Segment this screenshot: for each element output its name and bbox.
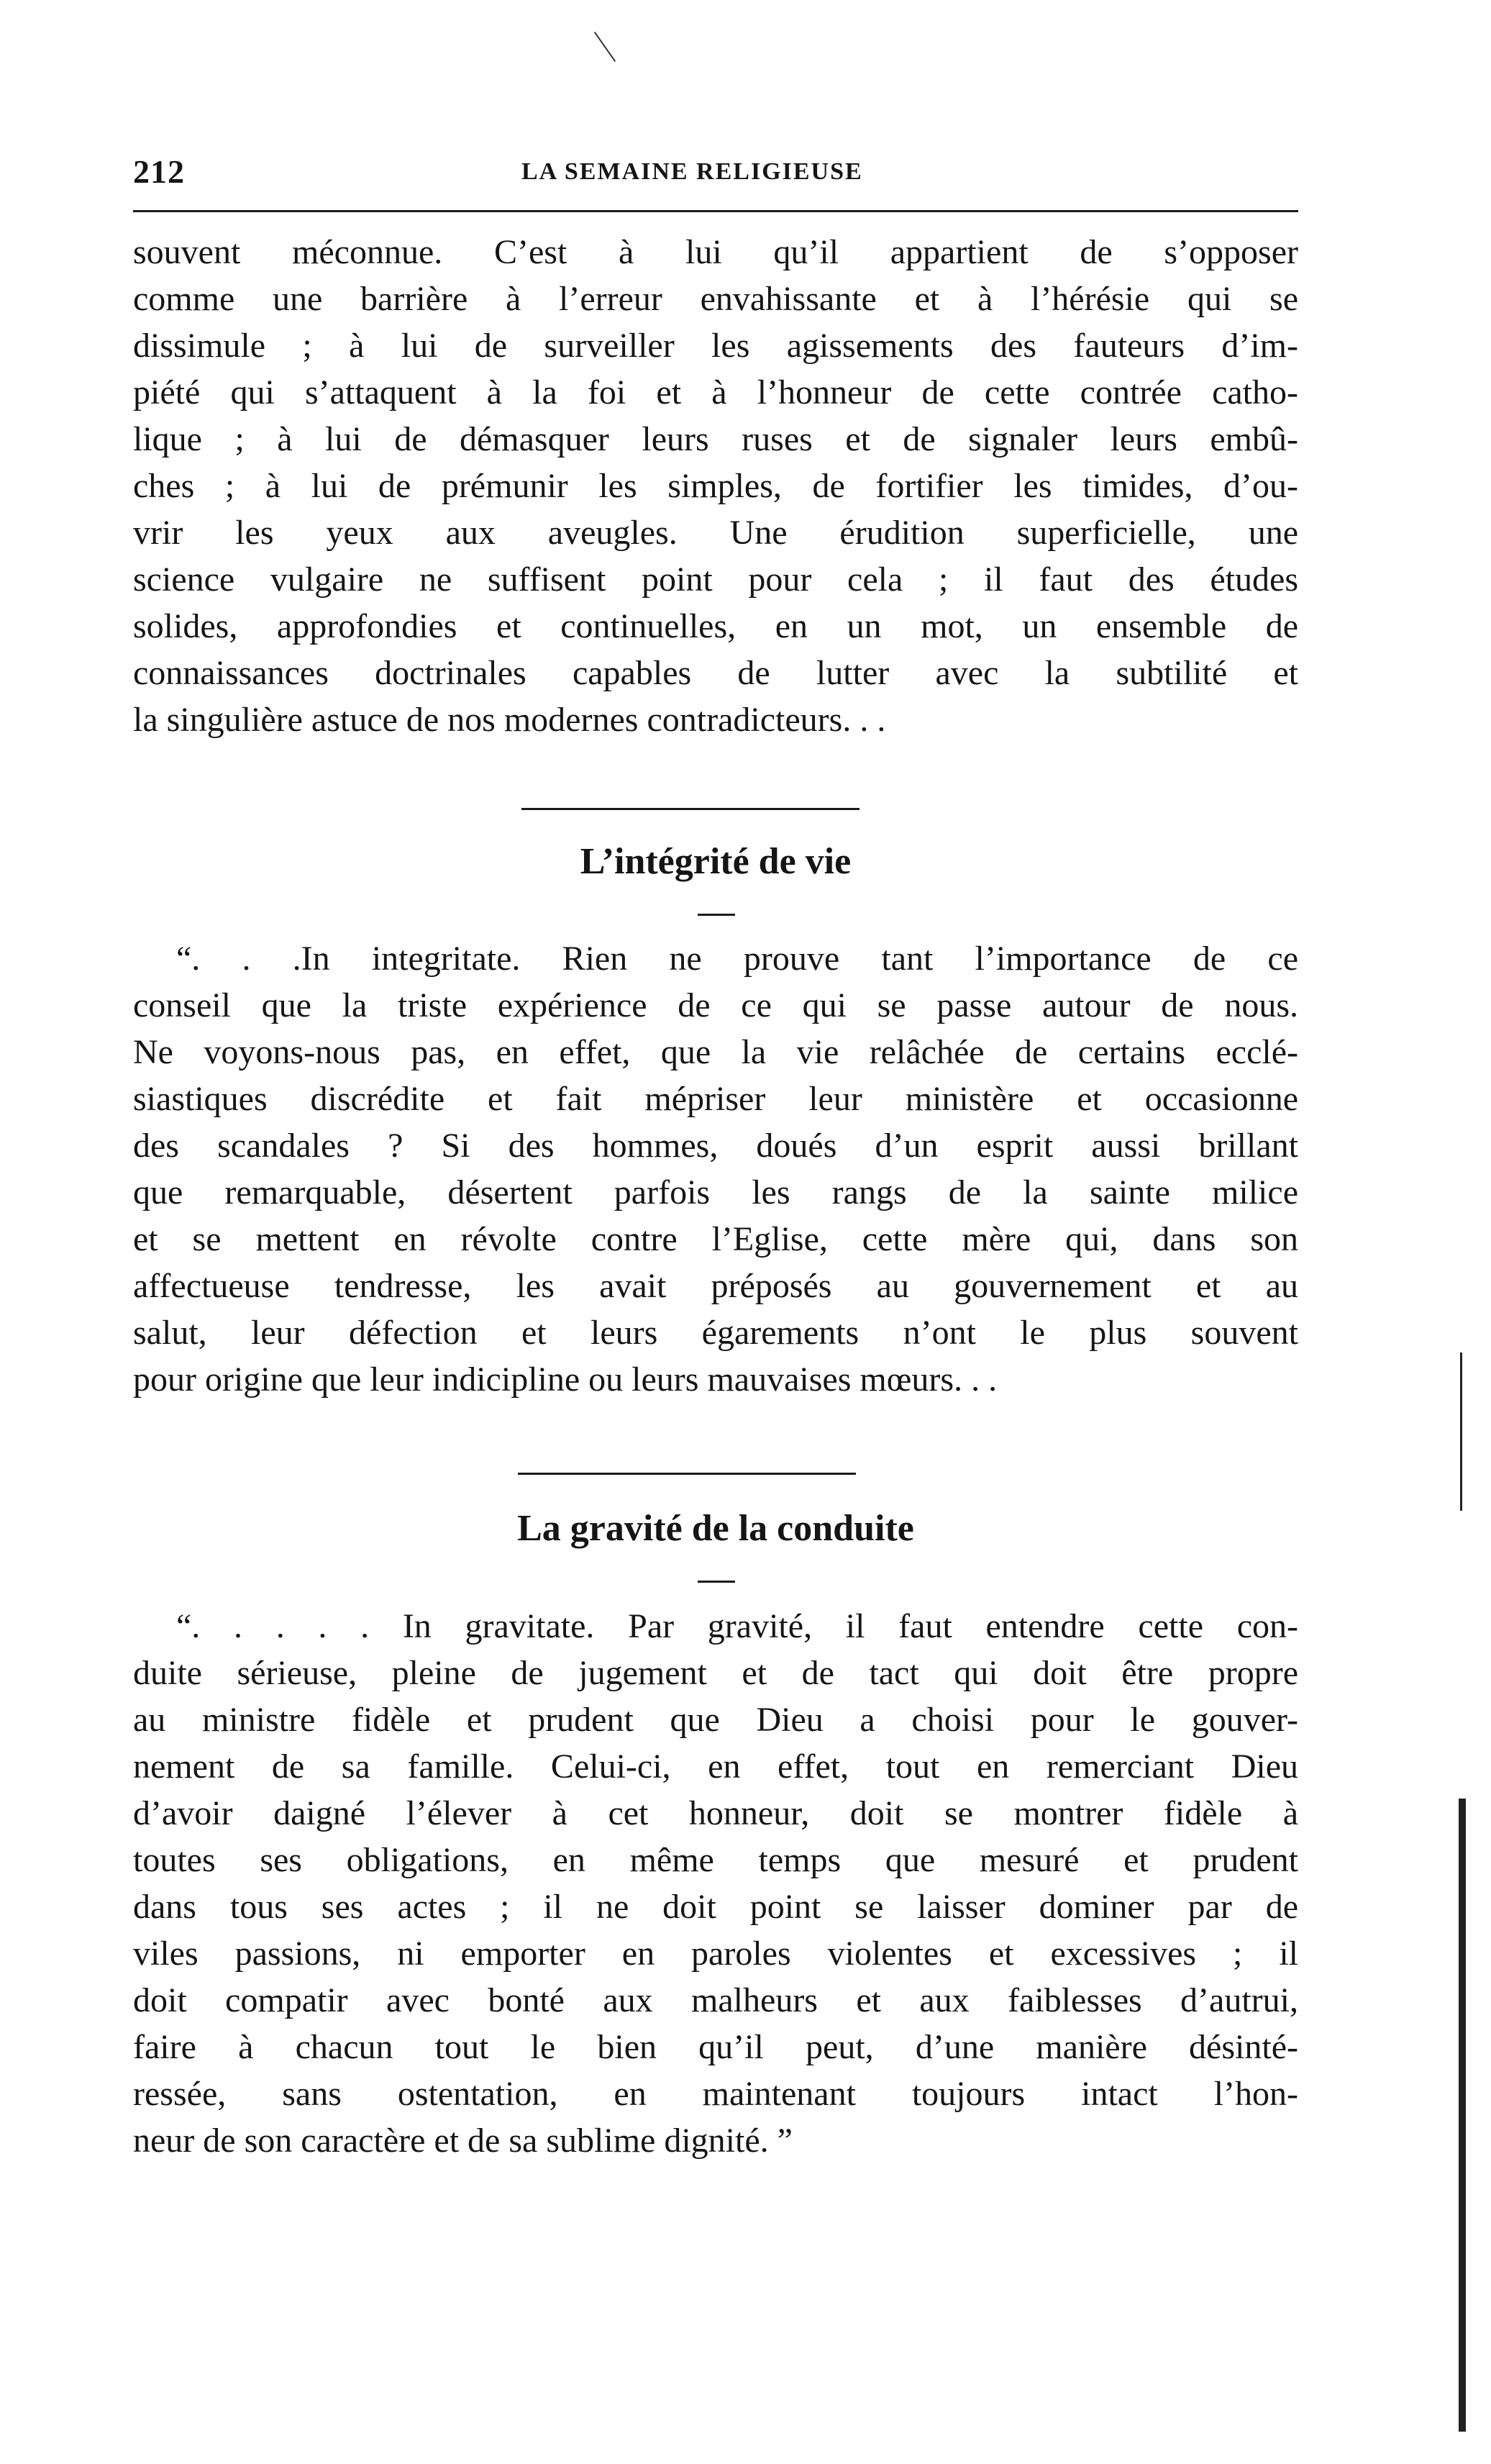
book-page [133, 0, 1298, 2464]
text-line: pour origine que leur indicipline ou leurs mauvaises mœurs. . . [133, 1360, 998, 1399]
text-line: vrir les yeux aux aveugles. Une érudition superficielle, une [133, 514, 1298, 552]
page-number: 212 [133, 153, 185, 190]
header-rule [133, 210, 1298, 212]
text-line: la singulière astuce de nos modernes contradicteurs. . . [133, 701, 886, 739]
text-line: nement de sa famille. Celui-ci, en effet, tout en remerciant Dieu [133, 1747, 1298, 1786]
section-heading-integrity: L’intégrité de vie [580, 841, 852, 882]
text-line: viles passions, ni emporter en paroles violentes et excessives ; il [133, 1935, 1298, 1973]
text-line: d’avoir daigné l’élever à cet honneur, doit se montrer fidèle à [133, 1794, 1298, 1832]
text-line: ressée, sans ostentation, en maintenant toujours intact l’hon- [133, 2075, 1298, 2113]
text-line: faire à chacun tout le bien qu’il peut, d’une manière désinté- [133, 2028, 1298, 2066]
text-line: lique ; à lui de démasquer leurs ruses et de signaler leurs embû- [133, 420, 1298, 458]
text-line: connaissances doctrinales capables de lutter avec la subtilité et [133, 654, 1298, 692]
scan-edge-mark [1460, 1353, 1462, 1511]
text-line: toutes ses obligations, en même temps que mesuré et prudent [133, 1841, 1298, 1879]
running-head [133, 153, 1298, 196]
section-heading-gravity: La gravité de la conduite [517, 1508, 914, 1549]
scan-edge-mark [1459, 1799, 1466, 2432]
text-line: au ministre fidèle et prudent que Dieu a choisi pour le gouver- [133, 1701, 1298, 1739]
text-line: “. . . . . In gravitate. Par gravité, il faut entendre cette con- [176, 1607, 1298, 1645]
text-line: souvent méconnue. C’est à lui qu’il appartient de s’opposer [133, 233, 1298, 271]
text-line: dissimule ; à lui de surveiller les agissements des fauteurs d’im- [133, 327, 1298, 365]
text-line: piété qui s’attaquent à la foi et à l’honneur de cette contrée catho- [133, 373, 1298, 412]
text-line: science vulgaire ne suffisent point pour cela ; il faut des études [133, 560, 1298, 599]
text-line: duite sérieuse, pleine de jugement et de tact qui doit être propre [133, 1654, 1298, 1692]
text-line: “. . .In integritate. Rien ne prouve tant l’importance de ce [176, 940, 1298, 978]
text-line: salut, leur défection et leurs égarements n’ont le plus souvent [133, 1314, 1298, 1352]
text-line: conseil que la triste expérience de ce qui se passe autour de nous. [133, 986, 1298, 1024]
heading-dash [698, 1581, 735, 1583]
text-line: doit compatir avec bonté aux malheurs et aux faiblesses d’autrui, [133, 1981, 1298, 2019]
text-line: ches ; à lui de prémunir les simples, de fortifier les timides, d’ou- [133, 467, 1298, 505]
text-line: solides, approfondies et continuelles, en un mot, un ensemble de [133, 607, 1298, 645]
text-line: neur de son caractère et de sa sublime dignité. ” [133, 2122, 793, 2160]
intro-paragraph [133, 229, 1298, 743]
text-line: siastiques discrédite et fait mépriser leur ministère et occasionne [133, 1080, 1298, 1118]
text-line: affectueuse tendresse, les avait préposés au gouvernement et au [133, 1267, 1298, 1305]
text-line: et se mettent en révolte contre l’Eglise, cette mère qui, dans son [133, 1220, 1298, 1258]
section2-paragraph [133, 1603, 1298, 2164]
section-separator [518, 1473, 856, 1475]
heading-dash [698, 914, 735, 916]
text-line: que remarquable, désertent parfois les rangs de la sainte milice [133, 1173, 1298, 1211]
running-title: LA SEMAINE RELIGIEUSE [521, 158, 863, 185]
text-line: des scandales ? Si des hommes, doués d’un esprit aussi brillant [133, 1127, 1298, 1165]
text-line: dans tous ses actes ; il ne doit point se laisser dominer par de [133, 1888, 1298, 1926]
text-line: comme une barrière à l’erreur envahissante et à l’hérésie qui se [133, 280, 1298, 318]
section1-paragraph [133, 935, 1298, 1403]
text-line: Ne voyons-nous pas, en effet, que la vie relâchée de certains ecclé- [133, 1033, 1298, 1071]
section-separator [521, 808, 860, 810]
